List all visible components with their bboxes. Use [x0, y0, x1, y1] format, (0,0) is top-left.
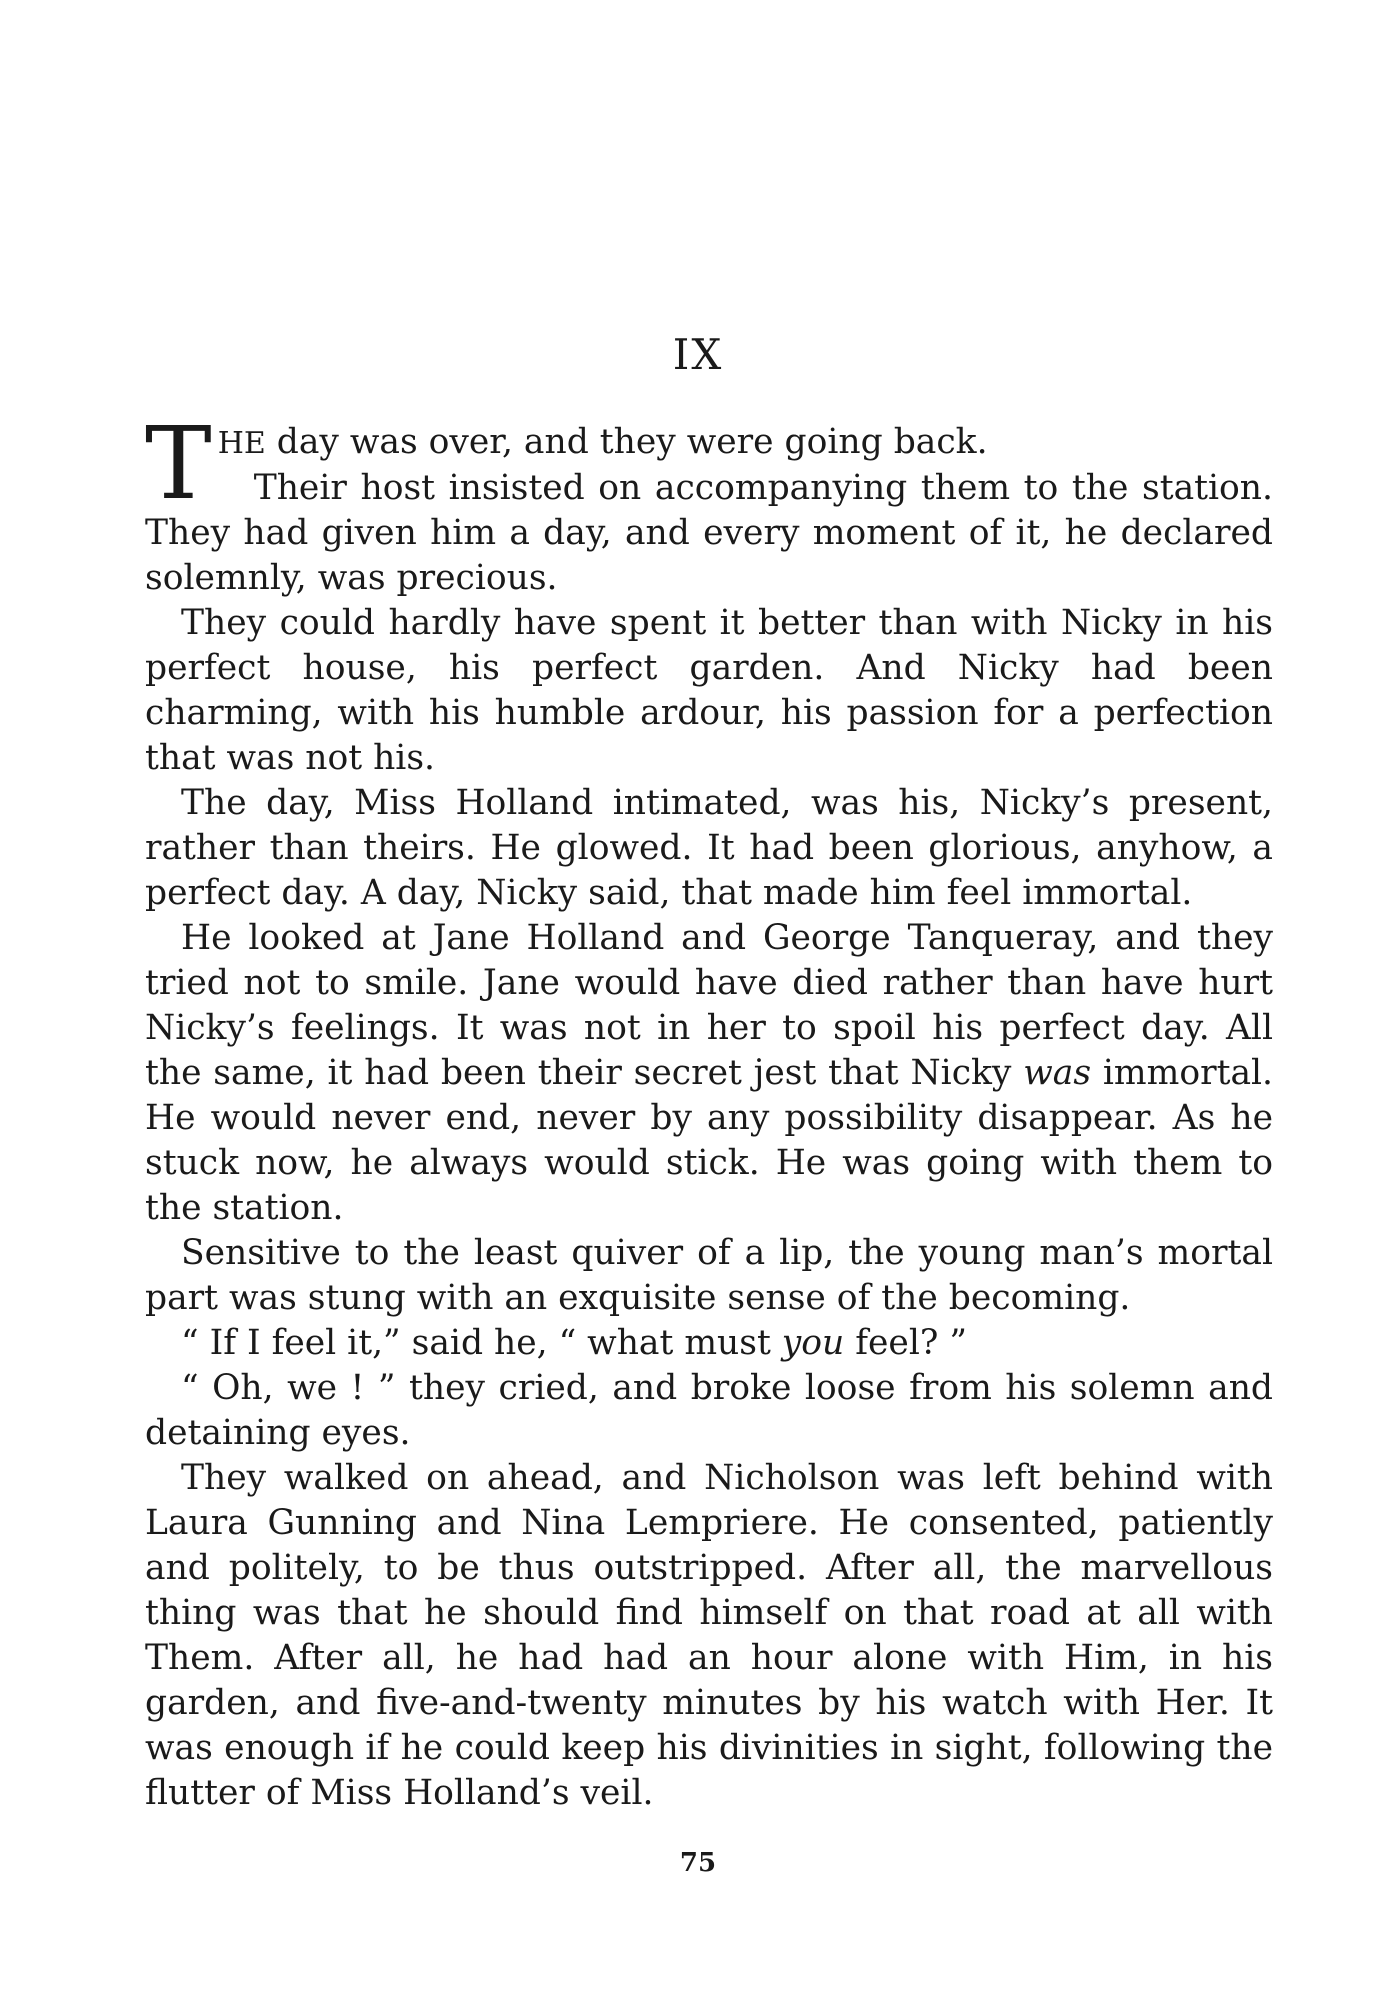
- chapter-heading: IX: [672, 330, 724, 379]
- paragraph-1-continuation: Their host insisted on accompanying them to the station. They had given him a day, and every moment of it, he declared solemnly, was precious.: [145, 468, 1273, 598]
- paragraph-6-text-a: “ If I feel it,” said he, “ what must: [181, 1323, 782, 1363]
- paragraph-4-text-a: He looked at Jane Holland and George Tanqueray, and they tried not to smile. Jane would have died rather than have hurt Nicky’s feelings. It was not in her to spoil his perfect day. All the same, it had been their secret jest that Nicky: [145, 918, 1273, 1093]
- opening-caps: HE: [217, 426, 266, 461]
- paragraph-5: Sensitive to the least quiver of a lip, the young man’s mortal part was stung with an exquisite sense of the becoming.: [145, 1233, 1273, 1318]
- paragraph-6-emphasis: you: [781, 1323, 845, 1363]
- paragraph-8: They walked on ahead, and Nicholson was left behind with Laura Gunning and Nina Lempriere. He consented, patiently and politely, to be thus outstripped. After all, the marvellous thing was that he should find himself on that road at all with Them. After all, he had had an hour alone with Him, in his garden, and five-and-twenty minutes by his watch with Her. It was enough if he could keep his divinities in sight, following the flutter of Miss Holland’s veil.: [145, 1458, 1273, 1813]
- body-text: [145, 405, 1274, 1816]
- paragraph-6-text-b: feel? ”: [844, 1323, 967, 1363]
- page-number: 75: [679, 1848, 717, 1878]
- paragraph-1-line-1: day was over, and they were going back.: [265, 422, 988, 462]
- paragraph-6: [145, 1321, 1273, 1366]
- paragraph-7: “ Oh, we ! ” they cried, and broke loose from his solemn and detaining eyes.: [145, 1368, 1273, 1453]
- paragraph-4-emphasis: was: [1023, 1053, 1092, 1093]
- paragraph-1: [145, 405, 1273, 601]
- drop-cap: T: [145, 405, 212, 522]
- paragraph-2: They could hardly have spent it better than with Nicky in his perfect house, his perfect garden. And Nicky had been charming, with his humble ardour, his passion for a perfection that was not his.: [145, 603, 1273, 778]
- paragraph-3: The day, Miss Holland intimated, was his, Nicky’s present, rather than theirs. He glowed. It had been glorious, anyhow, a perfect day. A day, Nicky said, that made him feel immortal.: [145, 783, 1273, 913]
- paragraph-4-text-b: immortal. He would never end, never by any possibility disappear. As he stuck now, he always would stick. He was going with them to the station.: [145, 1053, 1274, 1228]
- paragraph-4: [145, 916, 1273, 1231]
